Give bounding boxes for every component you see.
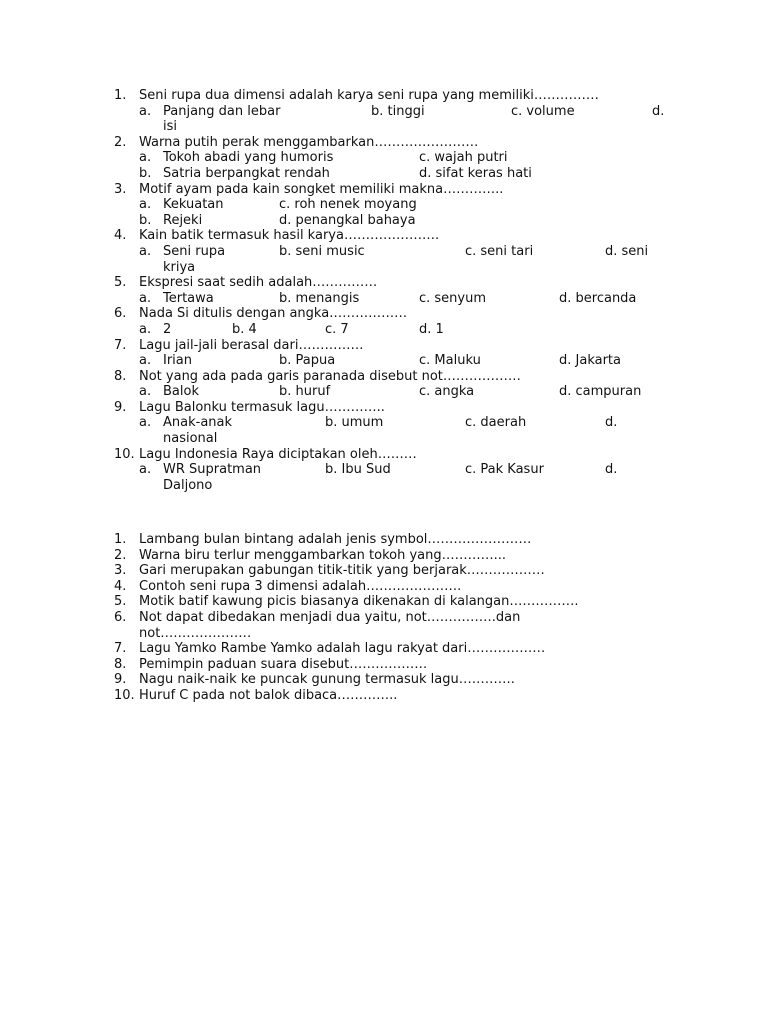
answer-option: a. bbox=[139, 197, 152, 213]
question-number: 10. bbox=[114, 446, 135, 462]
answer-option: d. seni bbox=[605, 243, 649, 259]
answer-options-row bbox=[0, 462, 768, 493]
answer-option: d. Jakarta bbox=[559, 353, 621, 369]
answer-option: c. Maluku bbox=[419, 353, 481, 369]
question-number: 8. bbox=[114, 656, 127, 672]
question-number: 2. bbox=[114, 134, 127, 150]
answer-option: a. bbox=[139, 150, 152, 166]
question-item bbox=[0, 338, 768, 369]
answer-option: b. huruf bbox=[279, 384, 331, 400]
answer-option: b. tinggi bbox=[371, 103, 425, 119]
answer-option: d. bercanda bbox=[559, 290, 637, 306]
answer-option: Seni rupa bbox=[163, 243, 226, 259]
answer-option: Balok bbox=[163, 384, 199, 400]
question-item bbox=[0, 135, 768, 182]
answer-options-row bbox=[0, 322, 768, 338]
multiple-choice-section bbox=[0, 88, 768, 493]
essay-question-item bbox=[0, 688, 768, 704]
answer-option: a. bbox=[139, 415, 152, 431]
question-number: 5. bbox=[114, 275, 127, 291]
answer-option: Kekuatan bbox=[163, 197, 224, 213]
answer-option: a. bbox=[139, 103, 152, 119]
question-item bbox=[0, 182, 768, 229]
question-item bbox=[0, 275, 768, 306]
answer-option: a. bbox=[139, 353, 152, 369]
answer-option: b. bbox=[139, 165, 152, 181]
answer-options-row bbox=[0, 166, 768, 182]
question-number: 1. bbox=[114, 88, 127, 103]
answer-option: a. bbox=[139, 243, 152, 259]
question-item bbox=[0, 400, 768, 447]
question-number: 9. bbox=[114, 399, 127, 415]
answer-option: b. menangis bbox=[279, 290, 360, 306]
answer-option: c. 7 bbox=[325, 321, 349, 337]
answer-option: d. bbox=[605, 415, 618, 431]
answer-option: d. campuran bbox=[559, 384, 642, 400]
essay-question-item bbox=[0, 657, 768, 673]
answer-option: c. wajah putri bbox=[419, 150, 508, 166]
question-number: 6. bbox=[114, 306, 127, 322]
answer-option: Irian bbox=[163, 353, 192, 369]
essay-question-item bbox=[0, 563, 768, 579]
question-text: Lagu Balonku termasuk lagu………….. bbox=[139, 399, 385, 415]
question-number: 10. bbox=[114, 687, 135, 703]
question-number: 2. bbox=[114, 547, 127, 563]
answer-option: d. bbox=[652, 103, 665, 119]
question-number: 7. bbox=[114, 641, 127, 657]
question-text: Lambang bulan bintang adalah jenis symbol…………………… bbox=[139, 532, 532, 547]
question-text: Motik batif kawung picis biasanya dikenakan di kalangan……………. bbox=[139, 594, 579, 610]
answer-option: b. bbox=[139, 212, 152, 228]
answer-options-row bbox=[0, 415, 768, 446]
answer-option: b. Papua bbox=[279, 353, 336, 369]
answer-option: c. Pak Kasur bbox=[465, 462, 544, 478]
question-item bbox=[0, 88, 768, 135]
answer-option: c. volume bbox=[511, 103, 575, 119]
answer-option: c. angka bbox=[419, 384, 475, 400]
question-number: 5. bbox=[114, 594, 127, 610]
answer-option-wrap: nasional bbox=[163, 431, 218, 447]
question-text: Contoh seni rupa 3 dimensi adalah…………………. bbox=[139, 578, 462, 594]
answer-option: c. daerah bbox=[465, 415, 527, 431]
question-item bbox=[0, 447, 768, 494]
answer-option: Tokoh abadi yang humoris bbox=[163, 150, 334, 166]
question-text: Ekspresi saat sedih adalah…………… bbox=[139, 275, 378, 291]
answer-option: WR Supratman bbox=[163, 462, 262, 478]
question-number: 3. bbox=[114, 181, 127, 197]
question-text: Motif ayam pada kain songket memiliki makna………….. bbox=[139, 181, 504, 197]
question-text: Lagu Indonesia Raya diciptakan oleh……… bbox=[139, 446, 417, 462]
answer-option: a. bbox=[139, 290, 152, 306]
question-text: Pemimpin paduan suara disebut……………… bbox=[139, 656, 428, 672]
answer-option: d. bbox=[605, 462, 618, 478]
question-text: Warna biru terlur menggambarkan tokoh yang…………... bbox=[139, 547, 507, 563]
question-text: Nagu naik-naik ke puncak gunung termasuk lagu…………. bbox=[139, 672, 515, 688]
question-item bbox=[0, 228, 768, 275]
answer-option: Tertawa bbox=[163, 290, 214, 306]
answer-option: 2 bbox=[163, 321, 172, 337]
question-number: 3. bbox=[114, 563, 127, 579]
answer-option: b. Ibu Sud bbox=[325, 462, 391, 478]
question-text: Not yang ada pada garis paranada disebut not……………… bbox=[139, 368, 521, 384]
question-text: Nada Si ditulis dengan angka……………… bbox=[139, 306, 408, 322]
answer-option: c. roh nenek moyang bbox=[279, 197, 417, 213]
question-number: 4. bbox=[114, 578, 127, 594]
question-number: 7. bbox=[114, 337, 127, 353]
answer-options-row bbox=[0, 104, 768, 135]
question-text: Seni rupa dua dimensi adalah karya seni rupa yang memiliki…………… bbox=[139, 88, 599, 103]
question-number: 8. bbox=[114, 368, 127, 384]
answer-option: Satria berpangkat rendah bbox=[163, 165, 330, 181]
answer-option: b. seni music bbox=[279, 243, 365, 259]
question-text: Lagu Yamko Rambe Yamko adalah lagu rakyat dari……………… bbox=[139, 641, 546, 657]
answer-option: a. bbox=[139, 462, 152, 478]
question-text-continued: not………………… bbox=[139, 625, 252, 641]
question-text: Lagu jail-jali berasal dari…………… bbox=[139, 337, 364, 353]
question-text: Not dapat dibedakan menjadi dua yaitu, not…………….dan bbox=[139, 609, 521, 625]
essay-question-item bbox=[0, 548, 768, 564]
answer-option: d. sifat keras hati bbox=[419, 165, 532, 181]
question-number: 1. bbox=[114, 532, 127, 547]
essay-section bbox=[0, 532, 768, 704]
answer-options-row bbox=[0, 244, 768, 275]
answer-option: d. 1 bbox=[419, 321, 444, 337]
answer-option: Rejeki bbox=[163, 212, 203, 228]
essay-question-item bbox=[0, 672, 768, 688]
essay-question-item bbox=[0, 610, 768, 641]
answer-option: Panjang dan lebar bbox=[163, 103, 281, 119]
answer-option-wrap: Daljono bbox=[163, 477, 213, 493]
question-text: Huruf C pada not balok dibaca………….. bbox=[139, 687, 398, 703]
essay-question-item bbox=[0, 594, 768, 610]
question-number: 9. bbox=[114, 672, 127, 688]
answer-options-row bbox=[0, 197, 768, 213]
answer-options-row bbox=[0, 213, 768, 229]
question-number: 6. bbox=[114, 609, 127, 625]
question-text: Gari merupakan gabungan titik-titik yang berjarak……………… bbox=[139, 563, 545, 579]
answer-options-row bbox=[0, 291, 768, 307]
question-text: Warna putih perak menggambarkan…………………… bbox=[139, 134, 479, 150]
answer-option: c. seni tari bbox=[465, 243, 534, 259]
essay-question-item bbox=[0, 641, 768, 657]
answer-option: d. penangkal bahaya bbox=[279, 212, 416, 228]
answer-option: a. bbox=[139, 321, 152, 337]
question-item bbox=[0, 369, 768, 400]
answer-option-wrap: kriya bbox=[163, 259, 196, 275]
answer-option: c. senyum bbox=[419, 290, 487, 306]
answer-option: b. umum bbox=[325, 415, 384, 431]
answer-option: Anak-anak bbox=[163, 415, 233, 431]
answer-option: a. bbox=[139, 384, 152, 400]
answer-options-row bbox=[0, 150, 768, 166]
answer-options-row bbox=[0, 384, 768, 400]
essay-question-item bbox=[0, 579, 768, 595]
answer-option: b. 4 bbox=[232, 321, 257, 337]
question-item bbox=[0, 306, 768, 337]
answer-options-row bbox=[0, 353, 768, 369]
essay-question-item bbox=[0, 532, 768, 548]
question-text: Kain batik termasuk hasil karya…………………. bbox=[139, 228, 440, 244]
question-number: 4. bbox=[114, 228, 127, 244]
answer-option-wrap: isi bbox=[163, 119, 177, 135]
